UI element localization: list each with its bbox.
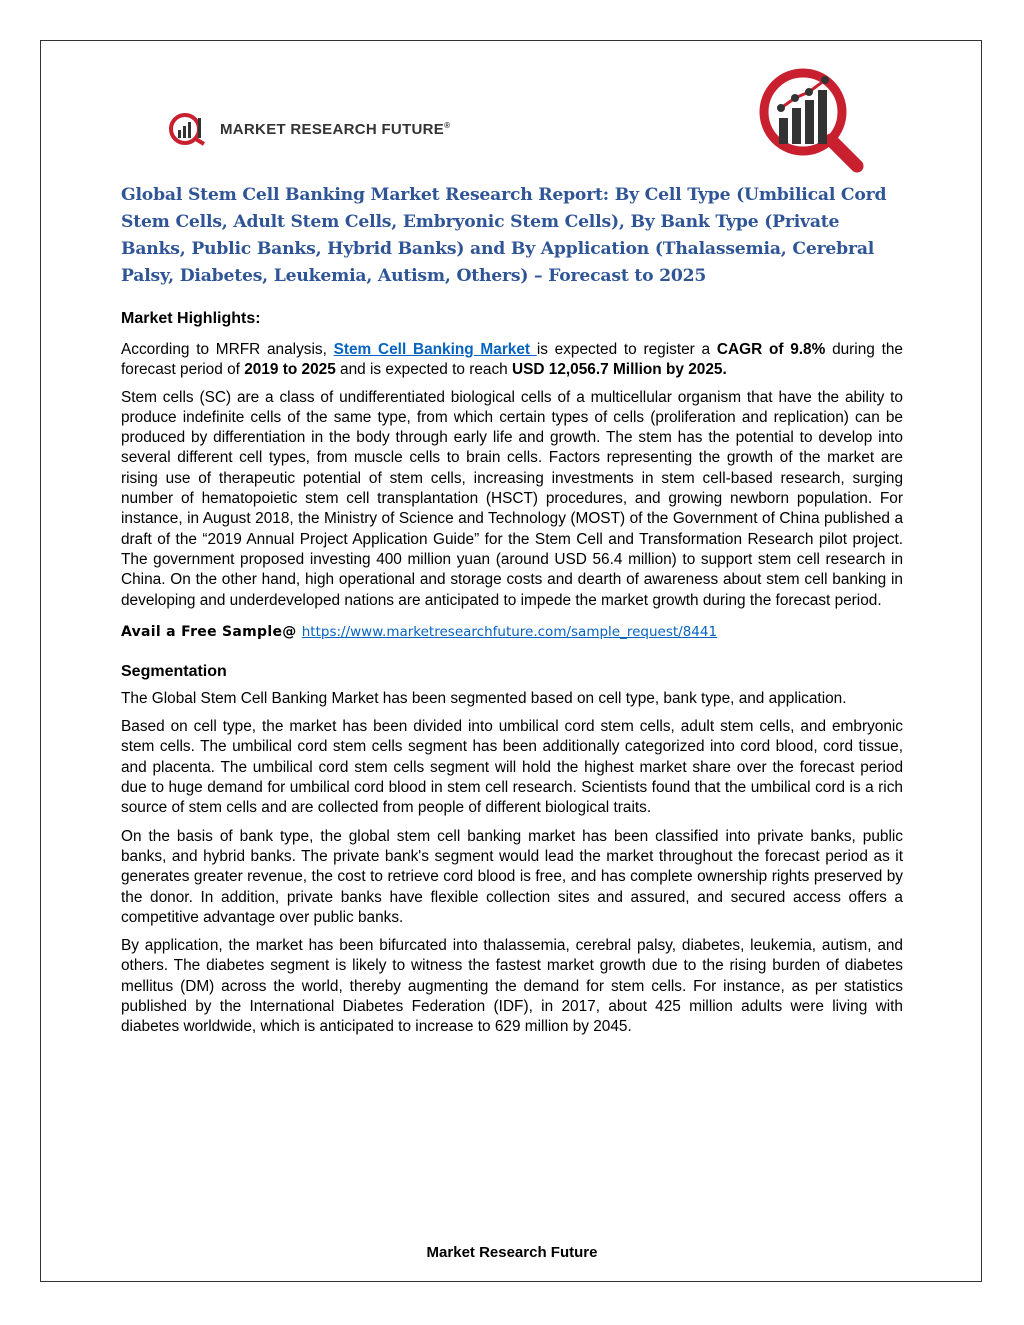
segmentation-paragraph: On the basis of bank type, the global stem cell banking market has been classified into private banks, public banks, and hybrid banks. The private bank's segment would lead the market throughout the forecast period as it generates greater revenue, the cost to retrieve cord blood is free, and has complete ownership rights preserved by the donor. In addition, private banks have flexible collection sites and assured, and secured access offers a competitive advantage over public banks.: [121, 827, 903, 926]
segmentation-paragraph: The Global Stem Cell Banking Market has been segmented based on cell type, bank type, and application.: [121, 689, 847, 707]
sample-request-link[interactable]: https://www.marketresearchfuture.com/sample_request/8441: [301, 623, 718, 640]
highlights-paragraph-1: According to MRFR analysis, Stem Cell Banking Market is expected to register a CAGR of 9.8% during the forecast period of 2019 to 2025 and is expected to reach USD 12,056.7 Million by 2025.: [121, 341, 903, 379]
stem-cell-banking-market-link[interactable]: Stem Cell Banking Market: [333, 341, 537, 358]
free-sample-line: [121, 621, 903, 643]
logo-text: MARKET RESEARCH FUTURE®: [220, 120, 451, 138]
segmentation-paragraph: Based on cell type, the market has been divided into umbilical cord stem cells, adult stem cells, and embryonic stem cells. The umbilical cord stem cells segment has been additionally categorized into cord blood, cord tissue, and placenta. The umbilical cord stem cells segment will hold the highest market share over the forecast period due to huge demand for umbilical cord blood in stem cell research. Scientists found that the umbilical cord is a rich source of stem cells and are collected from people of different biological traits.: [121, 718, 903, 817]
report-title: Global Stem Cell Banking Market Research Report: By Cell Type (Umbilical Cord Stem Cells, Adult Stem Cells, Embryonic Stem Cells), By Bank Type (Private Banks, Public Banks, Hybrid Banks) and By Application (Thalassemia, Cerebral Palsy, Diabetes, Leukemia, Autism, Others) – Forecast to 2025: [121, 185, 887, 286]
magnifier-bar-chart-icon: [755, 64, 867, 174]
segmentation-paragraph: By application, the market has been bifurcated into thalassemia, cerebral palsy, diabetes, leukemia, autism, and others. The diabetes segment is likely to witness the fastest market growth due to the rising burden of diabetes mellitus (DM) across the world, thereby augmenting the demand for stem cells. For instance, as per statistics published by the International Diabetes Federation (IDF), in 2017, about 425 million adults were living with diabetes worldwide, which is anticipated to increase to 629 million by 2045.: [121, 937, 903, 1036]
report-body: [121, 308, 903, 1046]
segmentation-heading: Segmentation: [121, 662, 227, 680]
free-sample-label: Avail a Free Sample@: [121, 623, 302, 640]
market-highlights-heading: Market Highlights:: [121, 310, 261, 327]
highlights-paragraph-2: Stem cells (SC) are a class of undifferentiated biological cells of a multicellular organism that have the ability to produce indefinite cells of the same type, from which certain types of cells (proliferation and replication) can be produced by differentiation in the body through early life and growth. The stem has the potential to develop into several different cell types, from muscle cells to brain cells. Factors representing the growth of the market are rising use of therapeutic potential of stem cells, increasing investments in stem cell-based research, surging number of hematopoietic stem cell transplantation (HSCT) procedures, and growing newborn population. For instance, in August 2018, the Ministry of Science and Technology (MOST) of the Government of China published a draft of the “2019 Annual Project Application Guide” for the Stem Cell and Transformation Research pilot project. The government proposed investing 400 million yuan (around USD 56.4 million) to support stem cell research in China. On the other hand, high operational and storage costs and dearth of awareness about stem cell banking in developing and underdeveloped nations are anticipated to impede the market growth during the forecast period.: [121, 388, 903, 609]
mrf-globe-chart-icon: [168, 112, 214, 146]
page-footer: Market Research Future: [426, 1244, 598, 1261]
mrf-logo: [168, 108, 475, 150]
